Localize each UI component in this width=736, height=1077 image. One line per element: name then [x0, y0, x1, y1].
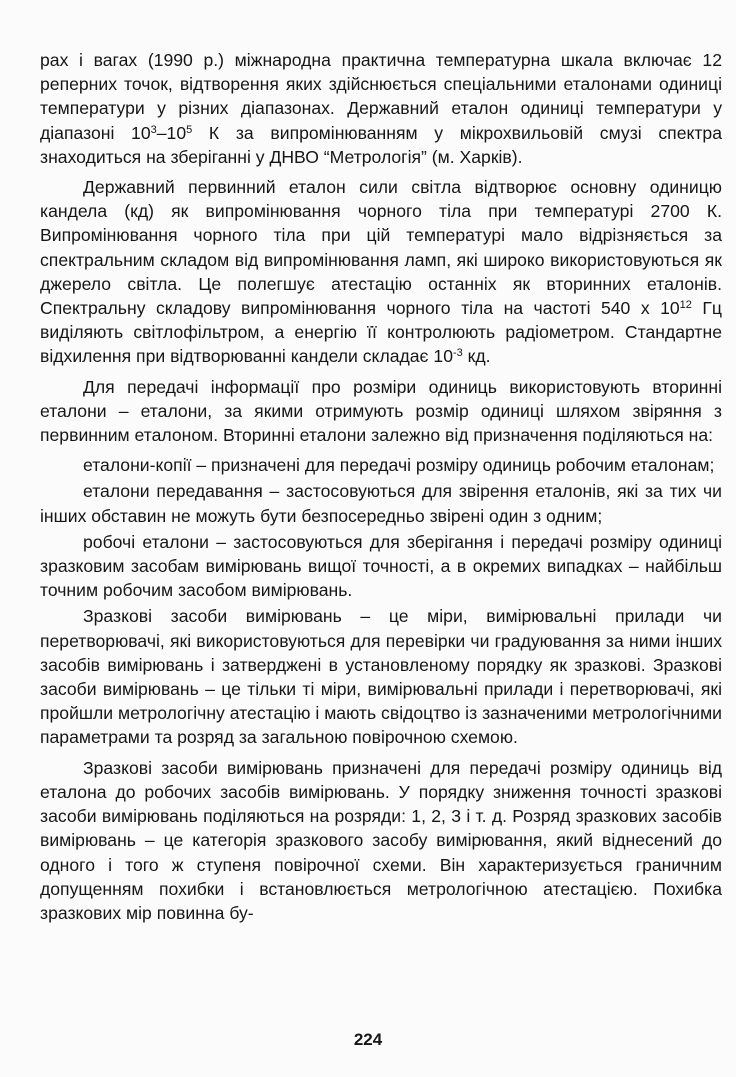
paragraph-luminous-intensity	[40, 175, 722, 369]
text-fragment: рах і вагах (1990 р.) міжнародна практична температурна шкала включає 12 реперних точок, відтворення яких здійснюється спеціальними еталонами одиниці температури у різних діапазонах. Державний еталон одиниці температури у діапазоні 10	[40, 50, 722, 143]
text-fragment: кд.	[462, 346, 491, 367]
paragraph-reference-ranks: Зразкові засоби вимірювань призначені для передачі розміру одиниць від еталона до робочих засобів вимірювань. У порядку зниження точності зразкові засоби вимірювань поділяються на розряди: 1, 2, 3 і т. д. Розряд зразкових засобів вимірювань – це категорія зразкового засобу вимірювання, який віднесений до одного і того ж ступеня повірочної схеми. Він характеризується граничним допущенням похибки і встановлюється метрологічною атестацією. Похибка зразкових мір повинна бу-	[40, 757, 722, 923]
exponent: -3	[453, 347, 463, 360]
page-number: 224	[353, 1030, 383, 1049]
exponent: 3	[150, 123, 157, 136]
text-fragment: Гц виділяють світлофільтром, а енергію її контролюють радіометром. Стандартне відхилення при відтворюванні кандели складає 10	[40, 298, 723, 367]
list-item-copy-standards: еталони-копії – призначені для передачі розміру одиниць робочим еталонам;	[83, 455, 715, 476]
list-item-transfer-standards: еталони передавання – застосовуються для звірення еталонів, які за тих чи інших обставин не можуть бути безпосередньо звірені один з одним;	[40, 481, 722, 526]
paragraph-reference-instruments: Зразкові засоби вимірювань – це міри, вимірювальні прилади чи перетворювачі, які використовуються для перевірки чи градуювання за ними інших засобів вимірювань і затверджені в установленому порядку як зразкові. Зразкові засоби вимірювань – це тільки ті міри, вимірювальні прилади і перетворювачі, які пройшли метрологічну атестацію і мають свідоцтво із зазначеними метрологічними параметрами та розряд за загальною повірочною схемою.	[40, 606, 722, 748]
page-body	[40, 48, 722, 931]
text-fragment: –10	[156, 122, 187, 143]
paragraph-temperature-scale	[40, 48, 722, 169]
text-fragment: К за випромінюванням у мікрохвильовій смузі спектра знаходиться на зберіганні у ДНВО “Метрологія” (м. Харків).	[40, 122, 722, 167]
list-item-working-standards: робочі еталони – застосовуються для зберігання і передачі розміру одиниці зразковим засобам вимірювань вищої точності, а в окремих випадках – найбільш точним робочим засобом вимірювань.	[40, 531, 722, 601]
text-fragment: Державний первинний еталон сили світла відтворює основну одиницю кандела (кд) як випромінювання чорного тіла при температурі 2700 К. Випромінювання чорного тіла при цій температурі мало відрізняється за спектральним складом від випромінювання ламп, які широко використовуються як джерело світла. Це полегшує атестацію останніх як вторинних еталонів. Спектральну складову випромінювання чорного тіла на частоті 540 х 10	[40, 177, 722, 319]
paragraph-secondary-standards: Для передачі інформації про розміри одиниць використовують вторинні еталони – еталони, за якими отримують розмір одиниці шляхом звіряння з первинним еталоном. Вторинні еталони залежно від призначення поділяються на:	[40, 376, 722, 446]
exponent: 5	[186, 123, 193, 136]
exponent: 12	[679, 299, 692, 312]
